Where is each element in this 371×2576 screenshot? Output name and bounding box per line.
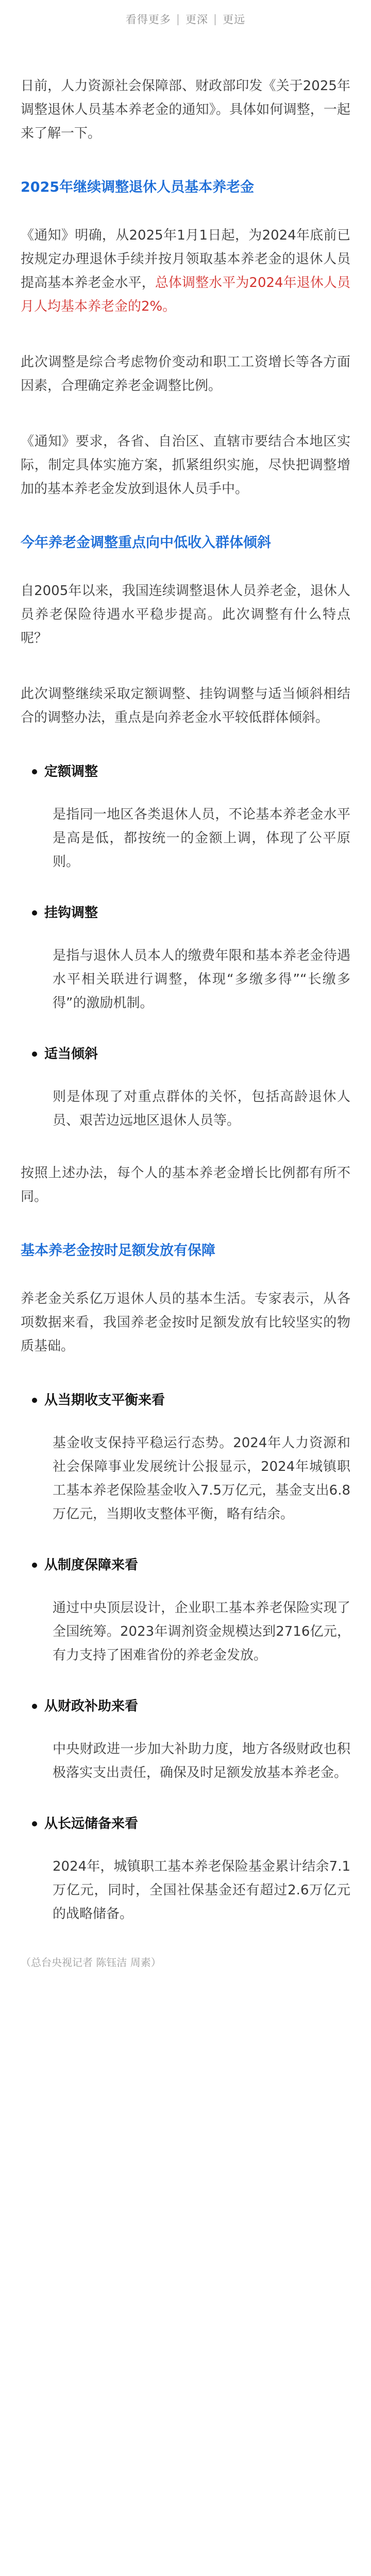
list-item-heading-text: 定额调整 <box>44 764 98 779</box>
list-item-body: 则是体现了对重点群体的关怀，包括高龄退休人员、艰苦边远地区退休人员等。 <box>53 1089 350 1128</box>
list-item-heading-text: 从当期收支平衡来看 <box>44 1393 165 1408</box>
list-item-heading <box>32 1814 350 1834</box>
banner-item-2: 更深 <box>185 13 208 26</box>
bullet-icon <box>32 1821 37 1826</box>
list-item-heading-text: 挂钩调整 <box>44 905 98 921</box>
list-item-body: 是指与退休人员本人的缴费年限和基本养老金待遇水平相关联进行调整，体现“多缴多得”“长缴多得”的激励机制。 <box>53 948 350 1011</box>
list-item-body: 通过中央顶层设计，企业职工基本养老保险实现了全国统筹。2023年调剂资金规模达到2716亿元，有力支持了困难省份的养老金发放。 <box>53 1600 350 1663</box>
section-title-1: 2025年继续调整退休人员基本养老金 <box>21 179 255 195</box>
list-item-body: 中央财政进一步加大补助力度，地方各级财政也积极落实支出责任，确保及时足额发放基本养老金。 <box>53 1741 350 1781</box>
list-item-heading <box>32 903 350 923</box>
section2-paragraph-2: 此次调整继续采取定额调整、挂钩调整与适当倾斜相结合的调整办法，重点是向养老金水平较低群体倾斜。 <box>21 686 350 725</box>
section-title-2: 今年养老金调整重点向中低收入群体倾斜 <box>21 535 271 551</box>
section2-paragraph-3: 按照上述办法，每个人的基本养老金增长比例都有所不同。 <box>21 1165 350 1205</box>
section1-paragraph-3: 《通知》要求，各省、自治区、直辖市要结合本地区实际，制定具体实施方案，抓紧组织实施，尽快把调整增加的基本养老金发放到退休人员手中。 <box>21 434 350 497</box>
banner-separator: | <box>176 13 180 25</box>
list-item-heading <box>32 1044 350 1064</box>
section1-paragraph-1-text: 《通知》明确，从2025年1月1日起，为2024年底前已按规定办理退休手续并按月领取基本养老金的退休人员提高基本养老金水平， <box>21 228 350 291</box>
list-item-heading-text: 从财政补助来看 <box>44 1699 139 1714</box>
highlight-text: 总体调整水平为2024年退休人员月人均基本养老金的2%。 <box>21 275 350 314</box>
list-item-heading-text: 适当倾斜 <box>44 1046 98 1062</box>
bullet-icon <box>32 1052 37 1057</box>
list-item-heading-text: 从长远储备来看 <box>44 1816 139 1832</box>
bullet-icon <box>32 769 37 774</box>
bullet-icon <box>32 1563 37 1568</box>
adjustment-methods-list <box>21 761 350 1132</box>
list-item-heading <box>32 761 350 782</box>
slogan-banner <box>0 0 371 38</box>
list-item-body: 2024年，城镇职工基本养老保险基金累计结余7.1万亿元，同时，全国社保基金还有超过2.6万亿元的战略储备。 <box>53 1859 350 1922</box>
bullet-icon <box>32 910 37 916</box>
article-body <box>0 38 371 1970</box>
banner-item-3: 更远 <box>223 13 246 26</box>
banner-item-1: 看得更多 <box>125 13 171 26</box>
section2-paragraph-1: 自2005年以来，我国连续调整退休人员养老金，退休人员养老保险待遇水平稳步提高。此次调整有什么特点呢？ <box>21 583 350 646</box>
list-item-heading <box>32 1696 350 1717</box>
list-item-heading <box>32 1390 350 1411</box>
list-item-body: 基金收支保持平稳运行态势。2024年人力资源和社会保障事业发展统计公报显示，2024年城镇职工基本养老保险基金收入7.5万亿元，基金支出6.8万亿元，当期收支整体平衡，略有结余。 <box>53 1435 350 1522</box>
intro-paragraph: 日前，人力资源社会保障部、财政部印发《关于2025年调整退休人员基本养老金的通知》。具体如何调整，一起来了解一下。 <box>21 78 350 141</box>
bullet-icon <box>32 1398 37 1403</box>
section1-paragraph-2: 此次调整是综合考虑物价变动和职工工资增长等各方面因素，合理确定养老金调整比例。 <box>21 354 350 394</box>
banner-separator: | <box>213 13 218 25</box>
section-title-3: 基本养老金按时足额发放有保障 <box>21 1243 215 1259</box>
list-item-body: 是指同一地区各类退休人员，不论基本养老金水平是高是低，都按统一的金额上调，体现了公平原则。 <box>53 807 350 870</box>
guarantee-list <box>21 1390 350 1926</box>
section1-paragraph-1 <box>21 224 350 318</box>
list-item-heading-text: 从制度保障来看 <box>44 1557 139 1573</box>
section3-paragraph-1: 养老金关系亿万退休人员的基本生活。专家表示，从各项数据来看，我国养老金按时足额发放有比较坚实的物质基础。 <box>21 1291 350 1354</box>
author-credit: （总台央视记者 陈钰洁 周素） <box>21 1956 161 1969</box>
bullet-icon <box>32 1704 37 1709</box>
list-item-heading <box>32 1555 350 1575</box>
